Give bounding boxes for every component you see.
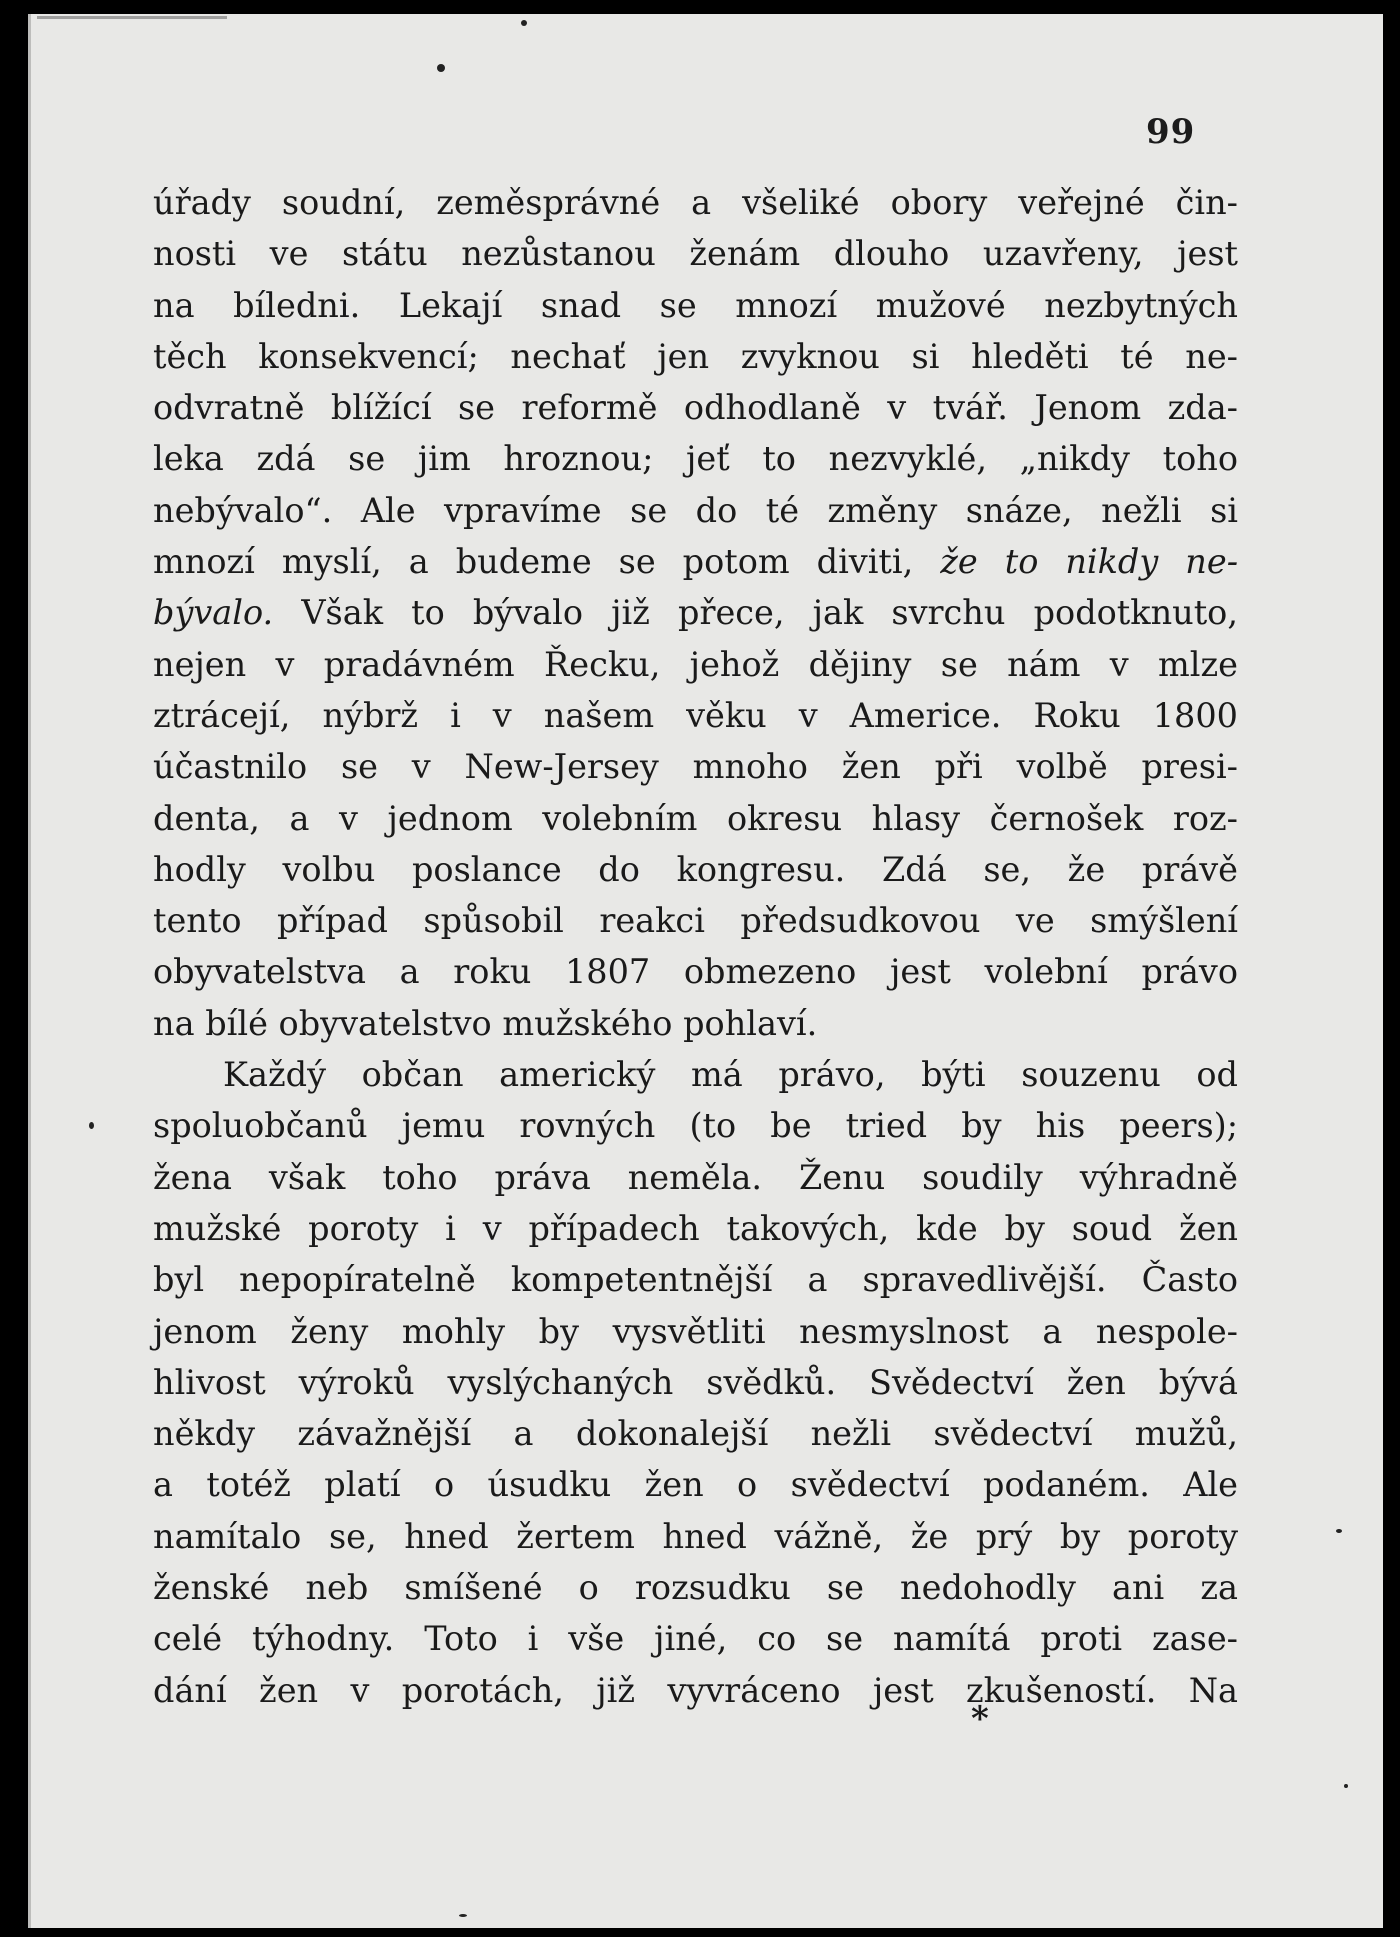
italic-phrase: že to nikdy ne-	[940, 542, 1239, 582]
text-line: žena však toho práva neměla. Ženu soudily výhradně	[153, 1157, 1238, 1197]
print-speck	[437, 64, 445, 72]
text-line: nejen v pradávném Řecku, jehož dějiny se nám v mlze	[153, 644, 1238, 684]
print-speck	[1336, 1529, 1342, 1533]
text-line: úřady soudní, zeměsprávné a všeliké obory veřejné čin-	[153, 183, 1238, 222]
text-line: nebývalo“. Ale vpravíme se do té změny snáze, nežli si	[153, 490, 1238, 530]
text-line: ztrácejí, nýbrž i v našem věku v Americe. Roku 1800	[153, 695, 1238, 735]
page-edge-mark	[37, 16, 227, 19]
text-line: denta, a v jednom volebním okresu hlasy černošek roz-	[153, 798, 1238, 838]
text-line-with-italic	[153, 587, 1238, 638]
text-line: byl nepopíratelně kompetentnější a spravedlivější. Často	[153, 1260, 1238, 1300]
text-segment: Však to bývalo již přece, jak svrchu podotknuto,	[301, 593, 1238, 633]
text-line: odvratně blížící se reformě odhodlaně v tvář. Jenom zda-	[153, 388, 1238, 428]
text-line: na bíledni. Lekají snad se mnozí mužové nezbytných	[153, 285, 1238, 325]
text-line: ženské neb smíšené o rozsudku se nedohodly ani za	[153, 1568, 1238, 1608]
page-number: 99	[1146, 112, 1196, 152]
text-line: a totéž platí o úsudku žen o svědectví podaném. Ale	[153, 1465, 1238, 1505]
text-line: těch konsekvencí; nechať jen zvyknou si hleděti té ne-	[153, 336, 1238, 376]
text-line-with-italic	[153, 536, 1238, 587]
print-speck	[89, 1122, 94, 1129]
body-text	[153, 177, 1238, 1716]
text-line: mužské poroty i v případech takových, kde by soud žen	[153, 1208, 1238, 1248]
text-line: namítalo se, hned žertem hned vážně, že prý by poroty	[153, 1516, 1238, 1556]
text-line: celé týhodny. Toto i vše jiné, co se namítá proti zase-	[153, 1619, 1238, 1659]
print-speck	[1344, 1784, 1348, 1788]
text-line: nosti ve státu nezůstanou ženám dlouho uzavřeny, jest	[153, 234, 1238, 274]
footnote-asterisk: *	[971, 1699, 989, 1739]
text-line: hodly volbu poslance do kongresu. Zdá se, že právě	[153, 849, 1238, 889]
text-line: tento případ spůsobil reakci předsudkovou ve smýšlení	[153, 901, 1238, 941]
text-line: leka zdá se jim hroznou; jeť to nezvyklé, „nikdy toho	[153, 439, 1238, 479]
text-line: na bílé obyvatelstvo mužského pohlaví.	[153, 1003, 818, 1043]
text-line: spoluobčanů jemu rovných (to be tried by his peers);	[153, 1106, 1238, 1146]
print-speck	[459, 1914, 467, 1917]
italic-phrase: bývalo.	[153, 593, 274, 633]
book-page	[28, 14, 1383, 1928]
print-speck	[521, 20, 527, 26]
text-line: Každý občan americký má právo, býti souzenu od	[223, 1055, 1238, 1095]
text-line: dání žen v porotách, již vyvráceno jest zkušeností. Na	[153, 1670, 1238, 1710]
text-line: jenom ženy mohly by vysvětliti nesmyslnost a nespole-	[153, 1311, 1238, 1351]
text-segment: mnozí myslí, a budeme se potom diviti,	[153, 542, 914, 582]
text-line: hlivost výroků vyslýchaných svědků. Svědectví žen bývá	[153, 1362, 1238, 1402]
text-line: obyvatelstva a roku 1807 obmezeno jest volební právo	[153, 952, 1238, 992]
text-line: účastnilo se v New-Jersey mnoho žen při volbě presi-	[153, 747, 1238, 787]
text-line: někdy závažnější a dokonalejší nežli svědectví mužů,	[153, 1414, 1238, 1454]
